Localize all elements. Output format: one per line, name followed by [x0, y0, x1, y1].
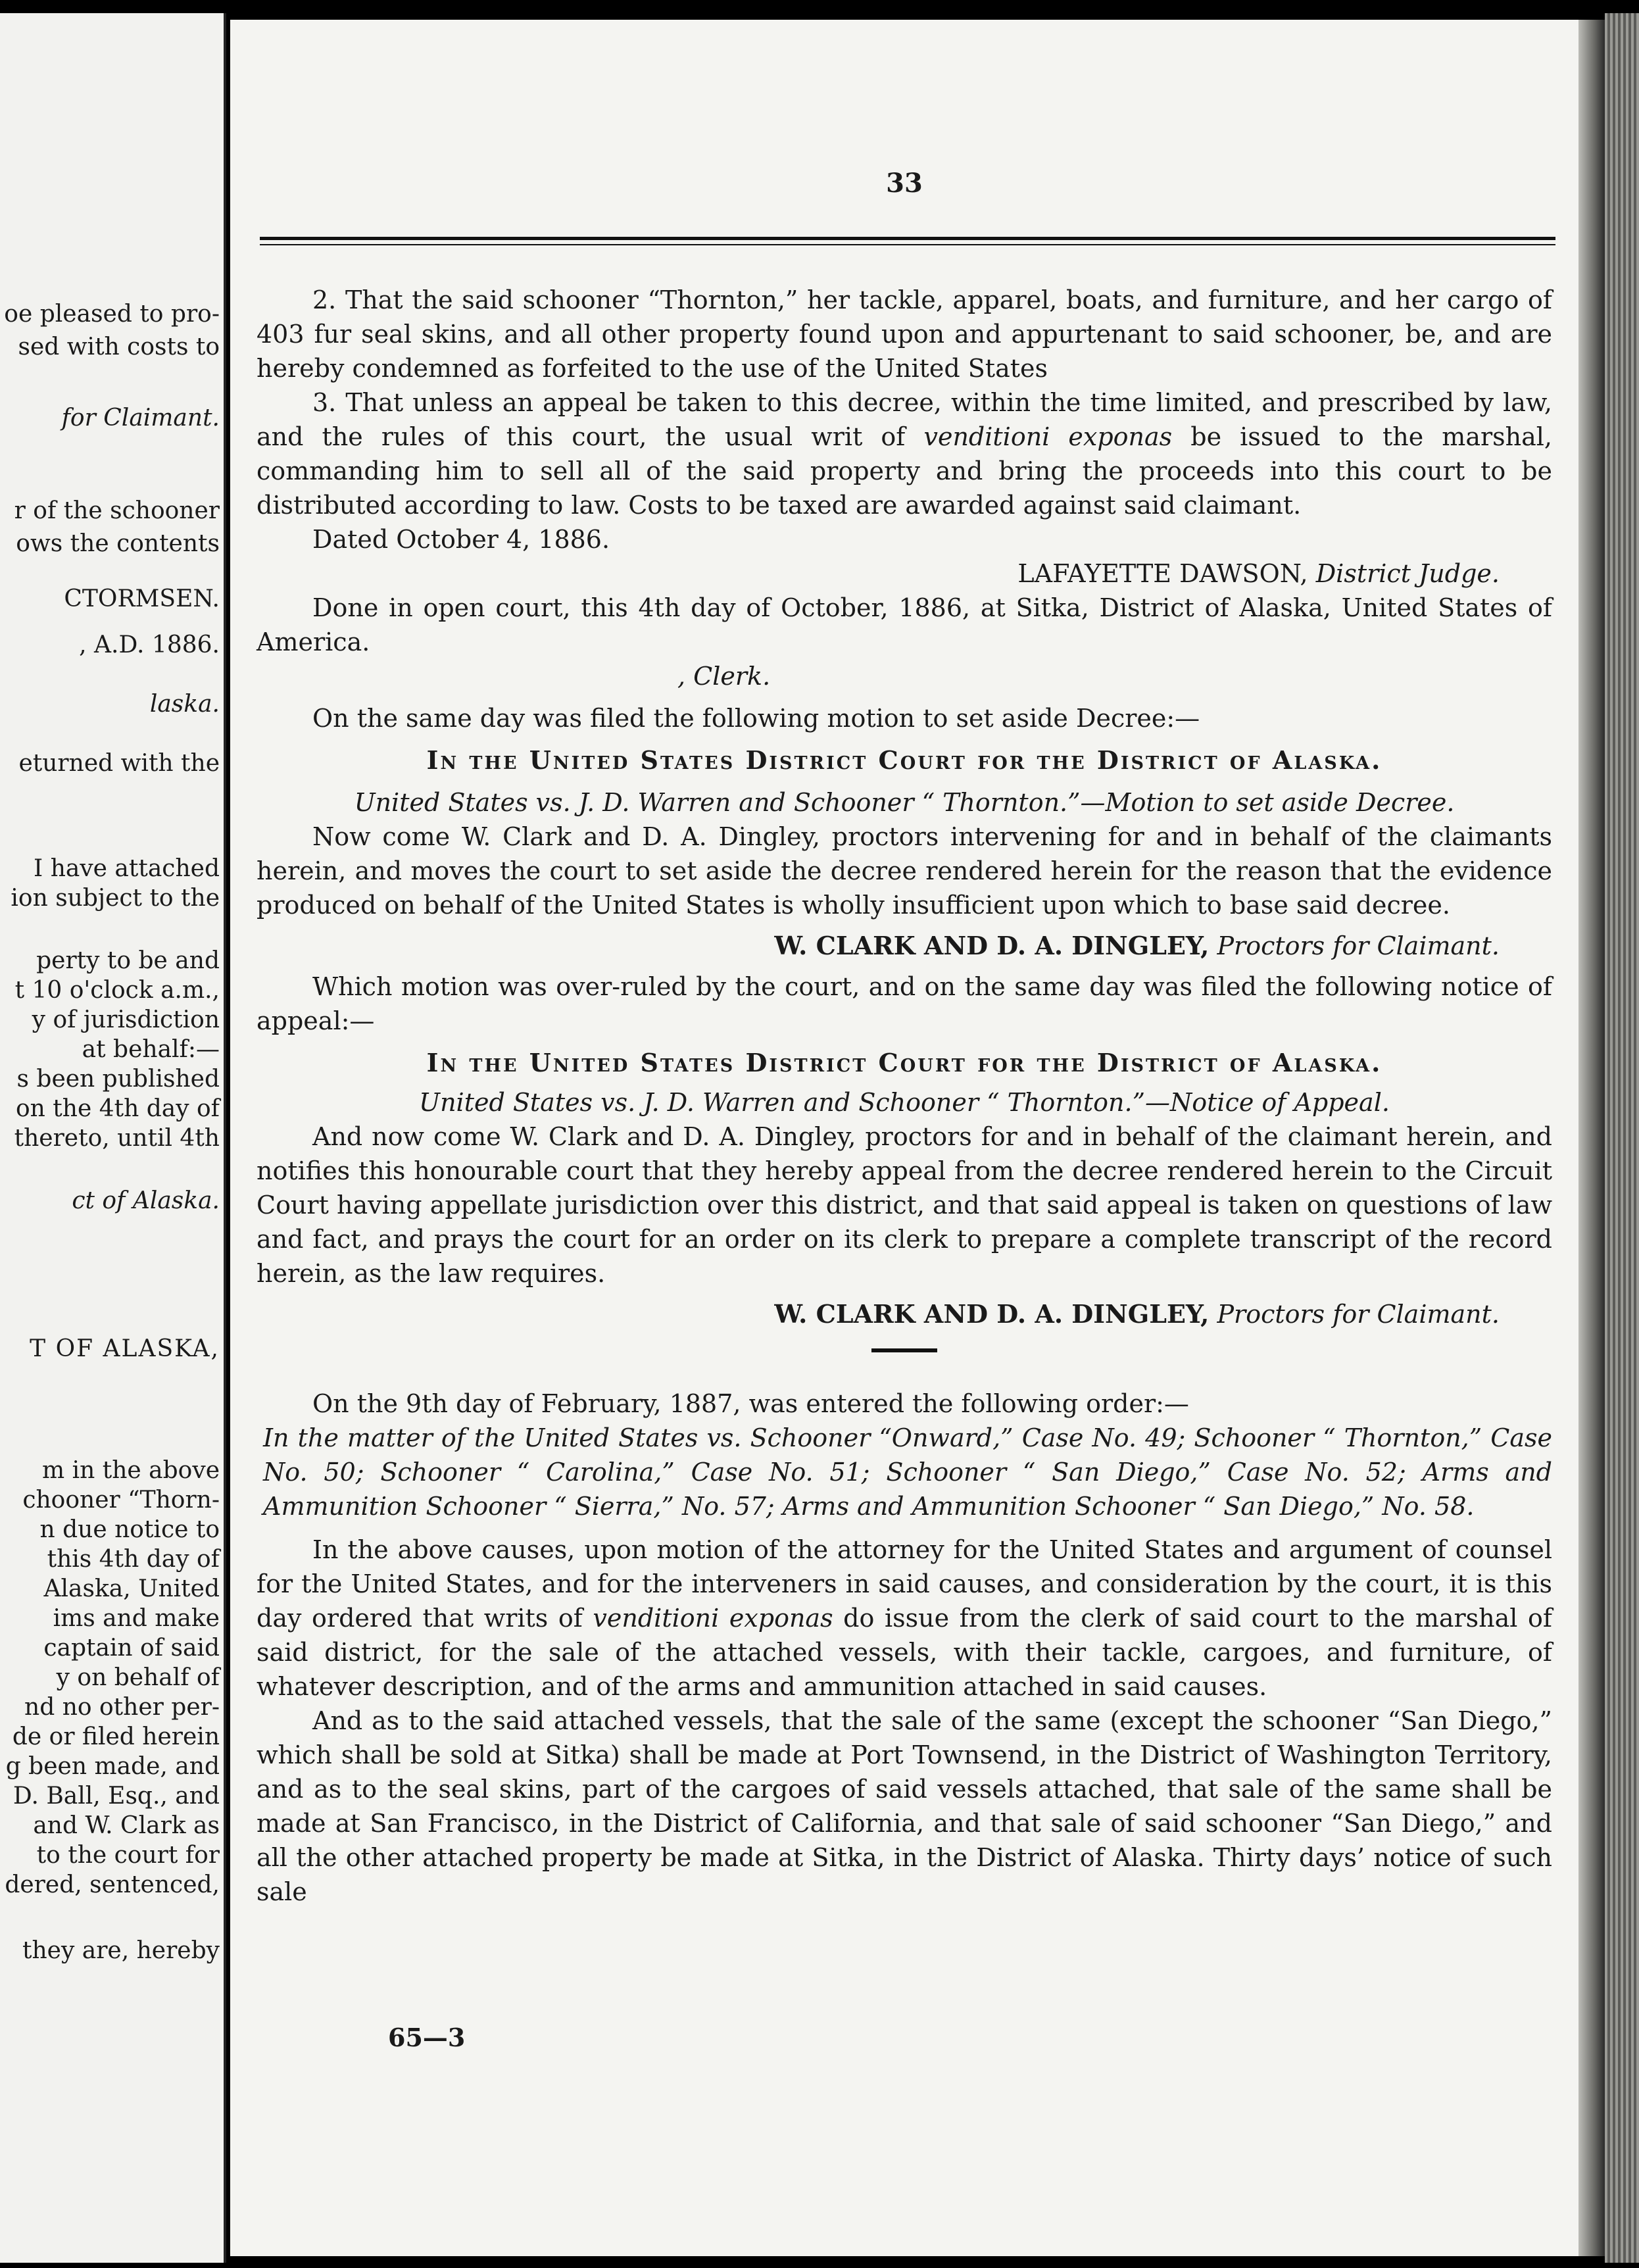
left-page	[0, 13, 226, 2263]
judge-signature	[257, 556, 1552, 591]
left-line: , A.D. 1886.	[79, 631, 220, 658]
left-line: ims and make	[53, 1605, 220, 1632]
left-line: D. Ball, Esq., and	[12, 1783, 220, 1810]
writ-name: venditioni exponas	[923, 422, 1173, 451]
left-line: y of jurisdiction	[32, 1006, 220, 1033]
motion-intro: On the same day was filed the following motion to set aside Decree:—	[312, 704, 1200, 733]
clerk-line: , Clerk.	[677, 662, 771, 691]
left-line: n due notice to	[39, 1516, 220, 1543]
case-title: United States vs. J. D. Warren and Schooner “ Thornton.”—Notice of Appeal.	[419, 1088, 1390, 1117]
left-line: m in the above	[42, 1457, 220, 1484]
signature-mark: 65—3	[388, 2023, 466, 2052]
case-title: United States vs. J. D. Warren and Schooner “ Thornton.”—Motion to set aside Decree.	[354, 788, 1455, 817]
left-line: to the court for	[36, 1842, 220, 1869]
order-matter: In the matter of the United States vs. Schooner “Onward,” Case No. 49; Schooner “ Thornton,” Case No. 50; Schooner “ Carolina,” Case No. 51; Schooner “ San Diego,” Case No. 52; Arms and Ammunition Schooner “ Sierra,” No. 57; Arms and Ammunition Schooner “ San Diego,” No. 58.	[263, 1423, 1552, 1521]
paragraph-3-end: be issued to the marshal, commanding him to sell all of the said property and bring the proceeds into this court to be distributed according to law. Costs to be taxed are awarded against said claimant.	[257, 422, 1553, 520]
left-line: oe pleased to pro-	[4, 301, 220, 328]
left-line: ct of Alaska.	[72, 1187, 220, 1214]
above-causes-end: do issue from the clerk of said court to the marshal of said district, for the sale of the attached vessels, with their tackle, cargoes, and furniture, of whatever description, and of the arms and ammunition attached in said causes.	[257, 1604, 1552, 1701]
court-heading: In the United States District Court for the District of Alaska.	[426, 1048, 1382, 1077]
left-line: on the 4th day of	[16, 1095, 220, 1122]
page-number: 33	[886, 168, 923, 199]
writ-name: venditioni exponas	[593, 1604, 833, 1633]
left-line: I have attached	[34, 855, 220, 882]
left-line: ows the contents	[16, 530, 220, 557]
left-line: nd no other per-	[24, 1694, 220, 1721]
proctors-signature	[257, 929, 1552, 963]
left-line: and W. Clark as	[33, 1812, 220, 1839]
court-heading: In the United States District Court for the District of Alaska.	[426, 745, 1382, 775]
paragraph-3	[257, 385, 1552, 522]
right-page	[230, 20, 1578, 2256]
appeal-text: And now come W. Clark and D. A. Dingley, proctors for and in behalf of the claimant herein, and notifies this honourable court that they hereby appeal from the decree rendered herein to the Circuit Court having appellate jurisdiction over this district, and that said appeal is taken on questions of law and fact, and prays the court for an order on its clerk to prepare a complete transcript of the record herein, as the law requires.	[257, 1122, 1552, 1288]
left-line: s been published	[16, 1066, 220, 1093]
section-rule	[871, 1348, 937, 1352]
left-line: perty to be and	[36, 947, 220, 974]
left-line: ion subject to the	[11, 885, 220, 912]
left-line: laska.	[149, 691, 220, 718]
left-line: g been made, and	[5, 1753, 220, 1780]
proctor-title: Proctors for Claimant.	[1217, 1300, 1500, 1329]
double-rule	[260, 237, 1555, 245]
judge-name: LAFAYETTE DAWSON,	[1017, 559, 1308, 588]
left-line: r of the schooner	[14, 497, 220, 524]
left-line: T OF ALASKA,	[30, 1335, 220, 1362]
overruled-text: Which motion was over-ruled by the court, and on the same day was filed the following notice of appeal:—	[257, 972, 1552, 1035]
left-line: t 10 o'clock a.m.,	[14, 977, 220, 1004]
left-line: dered, sentenced,	[5, 1871, 220, 1898]
left-line: for Claimant.	[61, 405, 220, 431]
left-line: CTORMSEN.	[64, 585, 220, 612]
left-line: they are, hereby	[22, 1937, 220, 1964]
dated-line: Dated October 4, 1886.	[312, 525, 610, 554]
left-line: chooner “Thorn-	[22, 1487, 220, 1514]
left-line: sed with costs to	[18, 333, 220, 360]
page-edge	[1605, 13, 1639, 2263]
proctor-title: Proctors for Claimant.	[1217, 931, 1500, 960]
left-line: y on behalf of	[56, 1664, 220, 1691]
motion-text: Now come W. Clark and D. A. Dingley, proctors intervening for and in behalf of the claimants herein, and moves the court to set aside the decree rendered herein for the reason that the evidence produced on behalf of the United States is wholly insufficient upon which to base said decree.	[257, 822, 1552, 920]
proctor-names: W. CLARK AND D. A. DINGLEY,	[774, 931, 1210, 960]
vessels-text: And as to the said attached vessels, that the sale of the same (except the schooner “San Diego,” which shall be sold at Sitka) shall be made at Port Townsend, in the District of Washington Territory, and as to the seal skins, part of the cargoes of said vessels attached, that sale of the same shall be made at San Francisco, in the District of California, and that sale of said schooner “San Diego,” and all the other attached property be made at Sitka, in the District of Alaska. Thirty days’ notice of such sale	[257, 1706, 1552, 1906]
left-line: eturned with the	[18, 750, 220, 777]
left-line: this 4th day of	[47, 1546, 220, 1573]
left-line: Alaska, United	[43, 1575, 220, 1602]
left-line: captain of said	[43, 1635, 220, 1662]
page-body	[257, 283, 1552, 1909]
left-line: de or filed herein	[12, 1723, 220, 1750]
left-line: thereto, until 4th	[14, 1125, 220, 1152]
above-causes	[257, 1533, 1552, 1704]
proctors-signature	[257, 1297, 1552, 1331]
left-line: at behalf:—	[82, 1036, 220, 1063]
paragraph-2: 2. That the said schooner “Thornton,” her tackle, apparel, boats, and furniture, and her cargo of 403 fur seal skins, and all other property found upon and appurtenant to said schooner, be, and are hereby condemned as forfeited to the use of the United States	[257, 285, 1552, 383]
order-intro: On the 9th day of February, 1887, was entered the following order:—	[312, 1389, 1189, 1418]
proctor-names: W. CLARK AND D. A. DINGLEY,	[774, 1299, 1210, 1329]
paragraph-3-start: 3. That unless an appeal be taken to this decree, within the time limited, and prescribed by law, and the rules of this court, the usual writ of	[257, 388, 1552, 451]
done-in-court: Done in open court, this 4th day of October, 1886, at Sitka, District of Alaska, United States of America.	[257, 593, 1552, 656]
judge-title: District Judge.	[1315, 559, 1500, 588]
above-causes-start: In the above causes, upon motion of the attorney for the United States and argument of counsel for the United States, and for the interveners in said causes, and consideration by the court, it is this day ordered that writs of	[257, 1535, 1552, 1633]
